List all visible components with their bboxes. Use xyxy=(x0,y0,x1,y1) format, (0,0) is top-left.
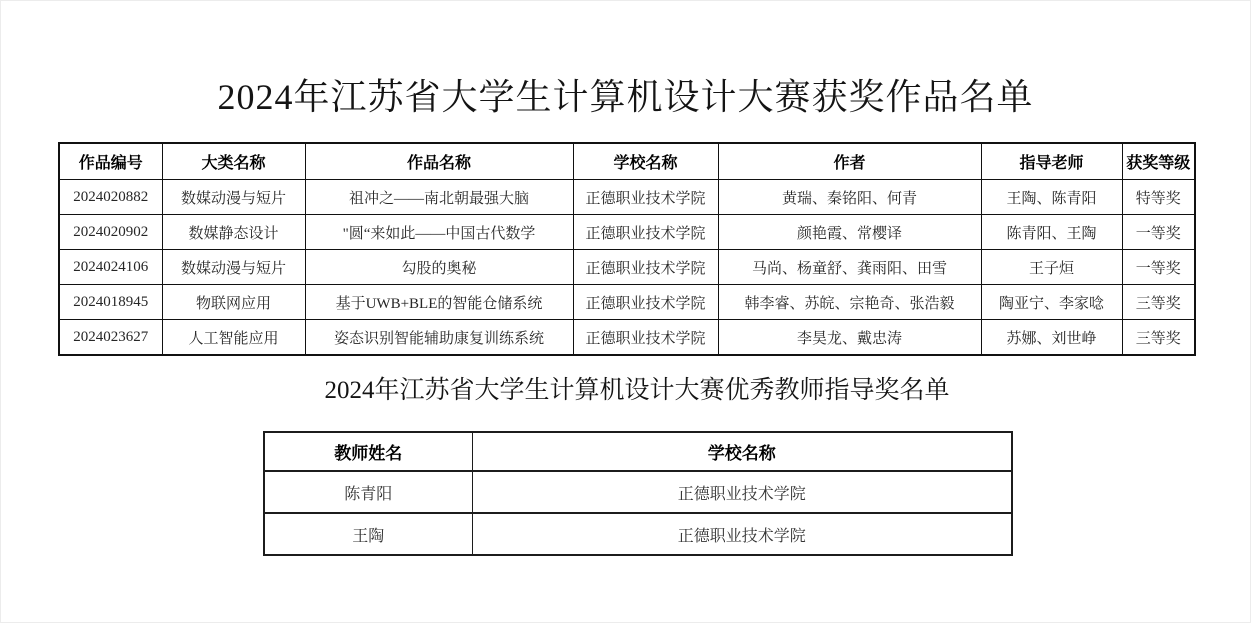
cell-category: 数媒静态设计 xyxy=(162,215,305,250)
column-header-work-title: 作品名称 xyxy=(305,143,573,180)
cell-category: 人工智能应用 xyxy=(162,320,305,356)
cell-award-level: 一等奖 xyxy=(1122,250,1195,285)
cell-award-level: 三等奖 xyxy=(1122,320,1195,356)
table-row xyxy=(59,285,1195,320)
cell-advisors: 王子烜 xyxy=(981,250,1122,285)
table-row xyxy=(59,250,1195,285)
cell-authors: 李昊龙、戴忠涛 xyxy=(718,320,981,356)
column-header-work-id: 作品编号 xyxy=(59,143,162,180)
cell-work-id: 2024023627 xyxy=(59,320,162,356)
cell-award-level: 特等奖 xyxy=(1122,180,1195,215)
main-title: 2024年江苏省大学生计算机设计大赛获奖作品名单 xyxy=(217,77,1034,117)
cell-authors: 颜艳霞、常樱译 xyxy=(718,215,981,250)
cell-work-id: 2024020902 xyxy=(59,215,162,250)
cell-advisors: 苏娜、刘世峥 xyxy=(981,320,1122,356)
cell-advisors: 陶亚宁、李家唸 xyxy=(981,285,1122,320)
cell-advisors: 陈青阳、王陶 xyxy=(981,215,1122,250)
cell-category: 数媒动漫与短片 xyxy=(162,250,305,285)
teacher-awards-table xyxy=(263,431,1013,556)
awards-table xyxy=(58,142,1196,356)
awards-header-row xyxy=(59,143,1195,180)
table-row xyxy=(59,320,1195,356)
cell-category: 物联网应用 xyxy=(162,285,305,320)
column-header-school: 学校名称 xyxy=(573,143,718,180)
cell-authors: 韩李睿、苏皖、宗艳奇、张浩毅 xyxy=(718,285,981,320)
column-header-award-level: 获奖等级 xyxy=(1122,143,1195,180)
column-header-category: 大类名称 xyxy=(162,143,305,180)
cell-school: 正德职业技术学院 xyxy=(573,320,718,356)
cell-advisors: 王陶、陈青阳 xyxy=(981,180,1122,215)
cell-award-level: 一等奖 xyxy=(1122,215,1195,250)
cell-school: 正德职业技术学院 xyxy=(573,250,718,285)
secondary-title: 2024年江苏省大学生计算机设计大赛优秀教师指导奖名单 xyxy=(324,377,950,404)
cell-work-title: 勾股的奥秘 xyxy=(305,250,573,285)
cell-school: 正德职业技术学院 xyxy=(573,215,718,250)
table-row xyxy=(59,215,1195,250)
table-row xyxy=(59,180,1195,215)
cell-work-title: 基于UWB+BLE的智能仓储系统 xyxy=(305,285,573,320)
teacher-header-row xyxy=(264,432,1012,471)
cell-category: 数媒动漫与短片 xyxy=(162,180,305,215)
table-row xyxy=(264,513,1012,555)
cell-authors: 黄瑞、秦铭阳、何青 xyxy=(718,180,981,215)
column-header-advisors: 指导老师 xyxy=(981,143,1122,180)
cell-school: 正德职业技术学院 xyxy=(573,285,718,320)
cell-work-id: 2024024106 xyxy=(59,250,162,285)
cell-work-title: "圆“来如此——中国古代数学 xyxy=(305,215,573,250)
cell-teacher-name: 陈青阳 xyxy=(264,471,472,513)
cell-work-title: 祖冲之——南北朝最强大脑 xyxy=(305,180,573,215)
cell-school: 正德职业技术学院 xyxy=(573,180,718,215)
cell-work-id: 2024018945 xyxy=(59,285,162,320)
column-header-teacher-name: 教师姓名 xyxy=(264,432,472,471)
cell-school: 正德职业技术学院 xyxy=(472,513,1012,555)
cell-award-level: 三等奖 xyxy=(1122,285,1195,320)
cell-school: 正德职业技术学院 xyxy=(472,471,1012,513)
table-row xyxy=(264,471,1012,513)
column-header-school: 学校名称 xyxy=(472,432,1012,471)
cell-work-id: 2024020882 xyxy=(59,180,162,215)
cell-authors: 马尚、杨童舒、龚雨阳、田雪 xyxy=(718,250,981,285)
cell-teacher-name: 王陶 xyxy=(264,513,472,555)
column-header-authors: 作者 xyxy=(718,143,981,180)
cell-work-title: 姿态识别智能辅助康复训练系统 xyxy=(305,320,573,356)
